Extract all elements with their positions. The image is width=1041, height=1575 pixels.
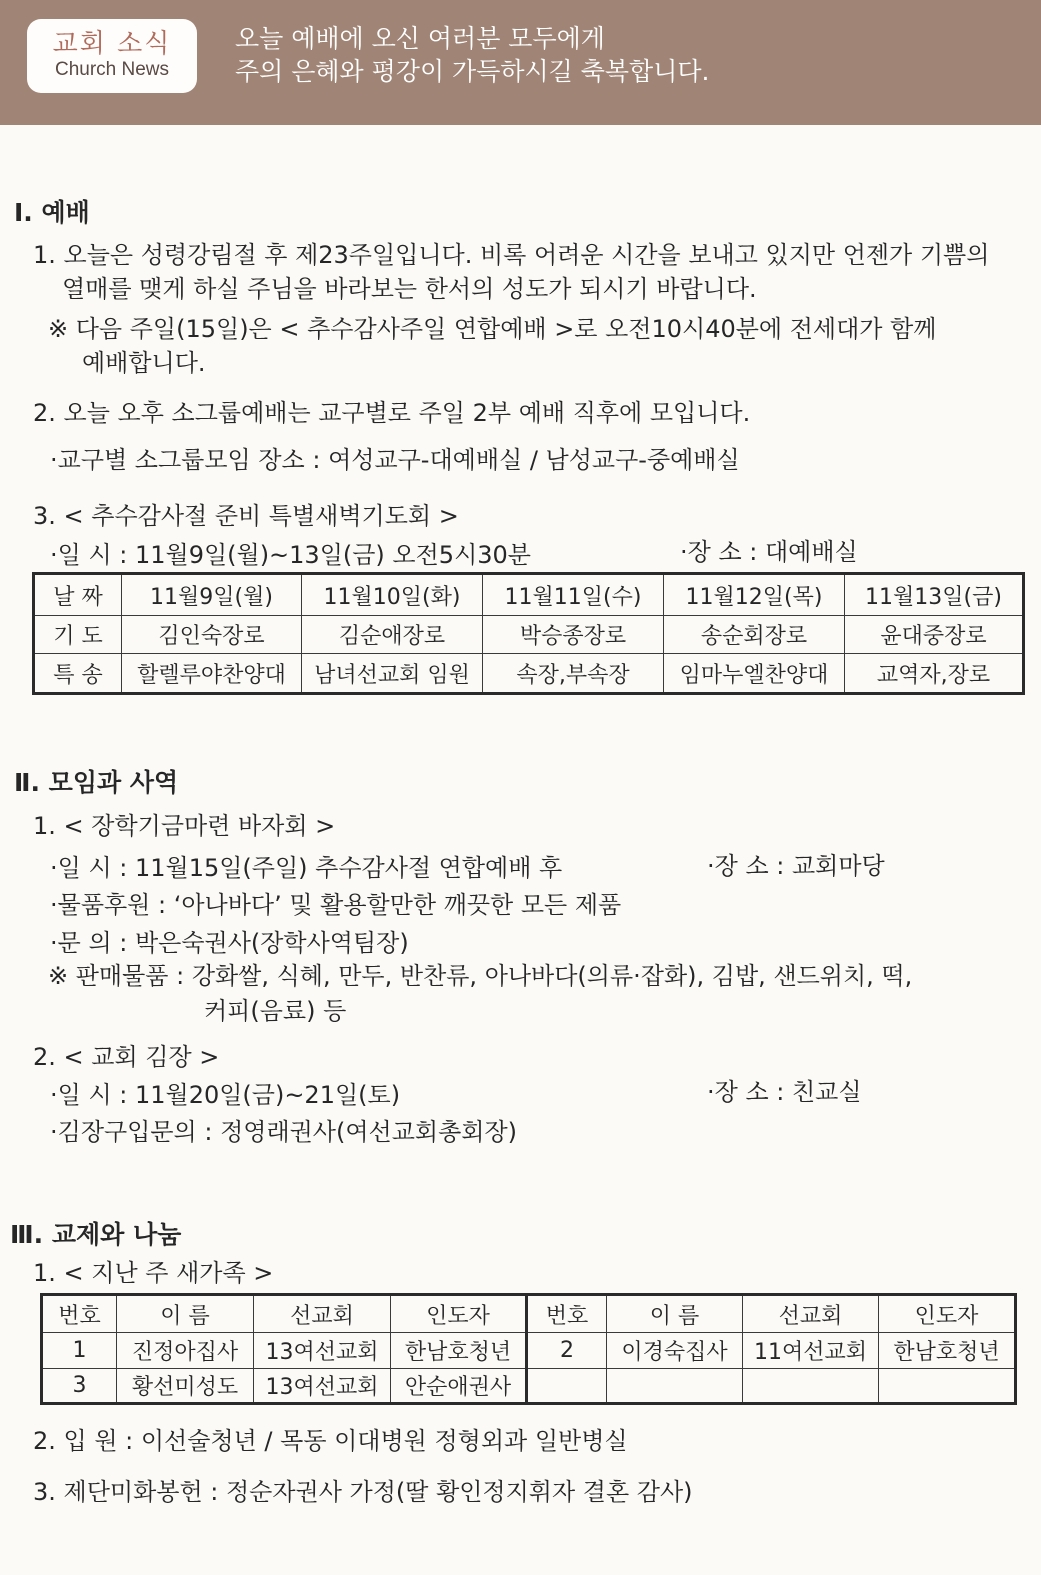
table-row — [34, 654, 1024, 694]
s3-item1: 1. < 지난 주 새가족 > — [33, 1259, 274, 1287]
table-cell: 11월11일(수) — [483, 574, 664, 616]
table-cell: 13여선교회 — [254, 1369, 391, 1404]
table-cell: 13여선교회 — [254, 1333, 391, 1369]
s2-item1-sale-line2: 커피(음료) 등 — [204, 997, 347, 1025]
table-cell — [743, 1369, 879, 1404]
church-news-badge — [27, 19, 197, 93]
section-2-title: Ⅱ. 모임과 사역 — [14, 768, 179, 797]
table-cell: 날 짜 — [34, 574, 122, 616]
table-cell: 박승종장로 — [483, 616, 664, 654]
table-cell: 속장,부속장 — [483, 654, 664, 694]
table-cell: 남녀선교회 임원 — [302, 654, 483, 694]
table-cell: 11월13일(금) — [845, 574, 1024, 616]
s2-item1-contact: ·문 의 : 박은숙권사(장학사역팀장) — [50, 929, 409, 957]
table-cell: 11월12일(목) — [664, 574, 845, 616]
table-cell — [879, 1369, 1016, 1404]
table-row — [42, 1295, 1016, 1333]
s1-item2-sub: ·교구별 소그룹모임 장소 : 여성교구-대예배실 / 남성교구-중예배실 — [50, 446, 740, 474]
table-cell: 황선미성도 — [117, 1369, 254, 1404]
s1-item1-line1: 1. 오늘은 성령강림절 후 제23주일입니다. 비록 어려운 시간을 보내고 있지만 언젠가 기쁨의 — [33, 241, 990, 269]
s1-item2: 2. 오늘 오후 소그룹예배는 교구별로 주일 2부 예배 직후에 모입니다. — [33, 399, 751, 427]
greeting — [235, 22, 709, 88]
table-cell: 11월9일(월) — [122, 574, 302, 616]
table-cell — [527, 1369, 607, 1404]
s2-item1: 1. < 장학기금마련 바자회 > — [33, 812, 336, 840]
s2-item1-place: ·장 소 : 교회마당 — [707, 852, 885, 880]
table-cell: 안순애권사 — [391, 1369, 527, 1404]
table-cell: 윤대중장로 — [845, 616, 1024, 654]
table-cell: 11여선교회 — [743, 1333, 879, 1369]
section-3-title: Ⅲ. 교제와 나눔 — [10, 1220, 182, 1249]
table-cell: 한남호청년 — [879, 1333, 1016, 1369]
section-1-title: Ⅰ. 예배 — [14, 198, 90, 227]
table-cell: 진정아집사 — [117, 1333, 254, 1369]
table-header-cell: 선교회 — [254, 1295, 391, 1333]
s2-item1-sale-line1: ※ 판매물품 : 강화쌀, 식혜, 만두, 반찬류, 아나바다(의류·잡화), 김밥, 샌드위치, 떡, — [48, 962, 913, 990]
table-header-cell: 인도자 — [391, 1295, 527, 1333]
table-cell — [607, 1369, 743, 1404]
table-header-cell: 인도자 — [879, 1295, 1016, 1333]
s1-item3-time: ·일 시 : 11월9일(월)~13일(금) 오전5시30분 — [50, 541, 531, 569]
table-header-cell: 선교회 — [743, 1295, 879, 1333]
table-cell: 특 송 — [34, 654, 122, 694]
s1-item3: 3. < 추수감사절 준비 특별새벽기도회 > — [33, 502, 459, 530]
table-row — [42, 1369, 1016, 1404]
table-cell: 임마누엘찬양대 — [664, 654, 845, 694]
s3-item3: 3. 제단미화봉헌 : 정순자권사 가정(딸 황인정지휘자 결혼 감사) — [33, 1478, 693, 1506]
table-cell: 기 도 — [34, 616, 122, 654]
greeting-line-2: 주의 은혜와 평강이 가득하시길 축복합니다. — [235, 57, 710, 86]
table-header-cell: 이 름 — [117, 1295, 254, 1333]
table-row — [34, 574, 1024, 616]
badge-subtitle: Church News — [54, 59, 170, 80]
table-cell: 1 — [42, 1333, 117, 1369]
s2-item2-place: ·장 소 : 친교실 — [707, 1078, 862, 1106]
table-cell: 송순회장로 — [664, 616, 845, 654]
header-banner — [0, 0, 1041, 125]
table-header-cell: 번호 — [527, 1295, 607, 1333]
greeting-line-1: 오늘 예배에 오신 여러분 모두에게 — [235, 24, 605, 53]
table-header-cell: 이 름 — [607, 1295, 743, 1333]
table-row — [34, 616, 1024, 654]
s1-note-line2: 예배합니다. — [82, 349, 206, 377]
s1-item3-place: ·장 소 : 대예배실 — [680, 538, 858, 566]
s2-item1-time: ·일 시 : 11월15일(주일) 추수감사절 연합예배 후 — [50, 854, 563, 882]
s3-item2: 2. 입 원 : 이선술청년 / 목동 이대병원 정형외과 일반병실 — [33, 1427, 628, 1455]
prayer-schedule-table — [32, 572, 1025, 695]
table-cell: 김인숙장로 — [122, 616, 302, 654]
s1-note-line1: ※ 다음 주일(15일)은 < 추수감사주일 연합예배 >로 오전10시40분에 전세대가 함께 — [48, 315, 937, 343]
table-cell: 이경숙집사 — [607, 1333, 743, 1369]
s2-item2-time: ·일 시 : 11월20일(금)~21일(토) — [50, 1081, 401, 1109]
table-cell: 김순애장로 — [302, 616, 483, 654]
table-row — [42, 1333, 1016, 1369]
s2-item2-contact: ·김장구입문의 : 정영래권사(여선교회총회장) — [50, 1118, 518, 1146]
table-cell: 한남호청년 — [391, 1333, 527, 1369]
table-cell: 할렐루야찬양대 — [122, 654, 302, 694]
table-header-cell: 번호 — [42, 1295, 117, 1333]
s2-item1-goods: ·물품후원 : ‘아나바다’ 및 활용할만한 깨끗한 모든 제품 — [50, 891, 622, 919]
badge-title: 교회 소식 — [52, 29, 172, 59]
table-cell: 11월10일(화) — [302, 574, 483, 616]
s1-item1-line2: 열매를 맺게 하실 주님을 바라보는 한서의 성도가 되시기 바랍니다. — [62, 275, 757, 303]
table-cell: 2 — [527, 1333, 607, 1369]
s2-item2: 2. < 교회 김장 > — [33, 1043, 220, 1071]
table-cell: 3 — [42, 1369, 117, 1404]
table-cell: 교역자,장로 — [845, 654, 1024, 694]
new-family-table — [40, 1293, 1017, 1405]
